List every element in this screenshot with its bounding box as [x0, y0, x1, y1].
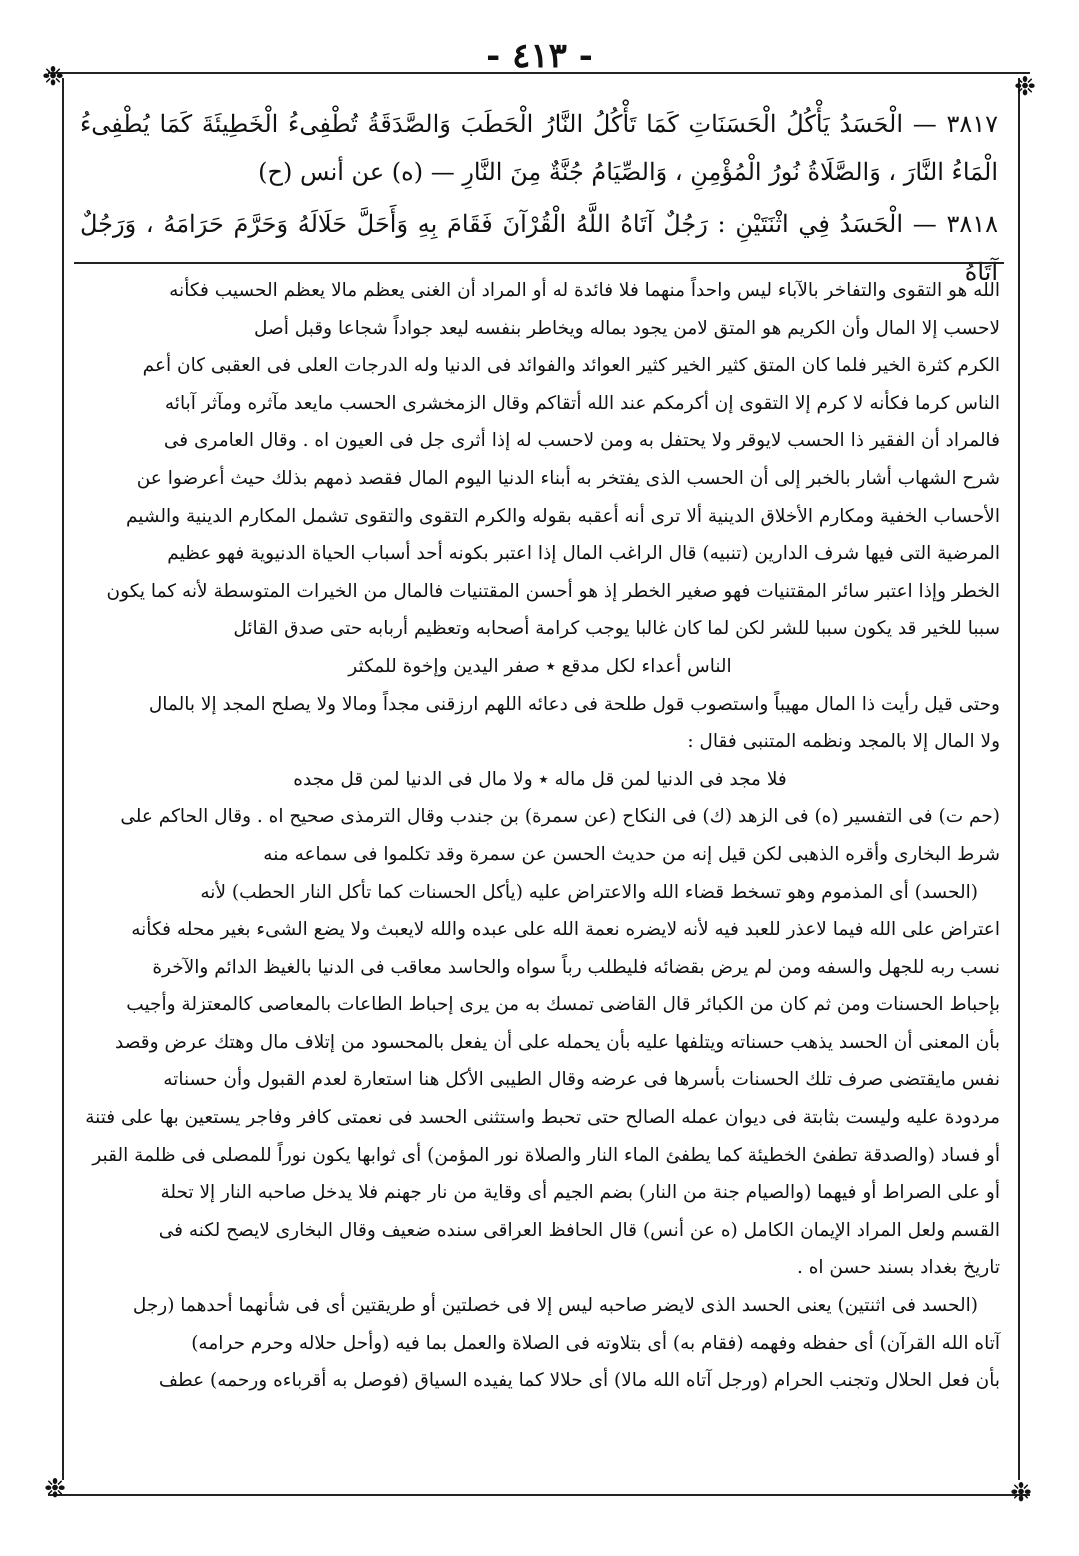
commentary-line: الأحساب الخفية ومكارم الأخلاق الدينية ألا ترى أنه أعقبه بقوله والكرم التقوى والتقوى تشمل المكارم الدينية والشيم	[126, 505, 1000, 527]
floral-corner-icon: ❉	[44, 1474, 66, 1504]
poetry-verse: فلا مجد فى الدنيا لمن قل ماله ٭ ولا مال فى الدنيا لمن قل مجده	[293, 768, 787, 790]
hadith-3818: ٣٨١٨ — الْحَسَدُ فِي اثْنَتَيْنِ : رَجُلٌ آتَاهُ اللَّهُ الْقُرْآنَ فَقَامَ بِهِ وَأَحَلَّ حَلَالَهُ وَحَرَّمَ حَرَامَهُ ، وَرَجُلٌ آتَاهُ	[80, 210, 999, 286]
page-number: - ٤١٣ -	[486, 36, 593, 76]
commentary-line: الخطر وإذا اعتبر سائر المقتنيات فهو صغير الخطر إذ هو أحسن المقتنيات فالمال من الخيرات المتوسطة لأنه كما يكون	[106, 580, 1000, 602]
commentary-line: شرط البخارى وأقره الذهبى لكن قيل إنه من حديث الحسن عن سمرة وقد تكلموا فى سماعه منه	[263, 843, 1000, 865]
commentary-line: نسب ربه للجهل والسفه ومن لم يرض بقضائه فليطلب رباً سواه والحاسد معاقب فى الدنيا بالغيظ الدائم والآخرة	[152, 956, 1000, 978]
commentary-line: آتاه الله القرآن) أى حفظه وفهمه (فقام به) أى بتلاوته فى الصلاة والعمل بما فيه (وأحل حلاله وحرم حرامه)	[191, 1332, 1000, 1354]
commentary-line: لاحسب إلا المال وأن الكريم هو المتق لامن يجود بماله ويخاطر بنفسه ليعد جواداً شجاعا وقبل أصل	[253, 317, 1000, 339]
floral-corner-icon: ❉	[42, 62, 64, 92]
commentary-line: فالمراد أن الفقير ذا الحسب لايوقر ولا يحتفل به ومن لاحسب له إذا أثرى جل فى العيون اه . وقال العامرى فى	[163, 430, 1000, 452]
commentary-line: نفس مايقتضى صرف تلك الحسنات بأسرها فى عرضه وقال الطيبى الأكل هنا استعارة لعدم القبول وأن حسناته	[163, 1069, 1000, 1091]
commentary-line: (حم ت) فى التفسير (ه) فى الزهد (ك) فى النكاح (عن سمرة) بن جندب وقال الترمذى صحيح اه . وقال الحاكم على	[120, 806, 1000, 828]
frame-bottom-rule	[48, 1494, 1030, 1496]
section-divider	[74, 262, 1004, 264]
commentary-line: الناس كرما فكأنه لا كرم إلا التقوى إن أكرمكم عند الله أتقاكم وقال الزمخشرى الحسب مايعد مآثره ومآثر آبائه	[164, 392, 1000, 414]
hadith-3817: ٣٨١٧ — الْحَسَدُ يَأْكُلُ الْحَسَنَاتِ كَمَا تَأْكُلُ النَّارُ الْحَطَبَ وَالصَّدَقَةُ تُطْفِىءُ الْخَطِيئَةَ كَمَا يُطْفِىءُ الْمَاءُ النَّارَ ، وَالصَّلَاةُ نُورُ الْمُؤْمِنِ ، وَالصِّيَامُ جُنَّةٌ مِنَ النَّارِ — (ه) عن أنس (ح)	[80, 110, 998, 186]
commentary-line: وحتى قيل رأيت ذا المال مهيباً واستصوب قول طلحة فى دعائه اللهم ارزقنى مجداً ومالا ولا يصلح المجد إلا بالمال	[148, 693, 1000, 715]
hadith-text	[80, 100, 998, 300]
commentary-line: بأن فعل الحلال وتجنب الحرام (ورجل آتاه الله مالا) أى حلالا كما يفيده السياق (فوصل به أقرباءه ورحمه) عطف	[158, 1370, 1000, 1392]
commentary-line: اعتراض على الله فيما لاعذر للعبد فيه لأنه لايضره نعمة الله على عبده والله لايعبث ولا يضع الشىء بغير محله فكأنه	[131, 919, 1000, 941]
commentary-line: أو على الصراط أو فيهما (والصيام جنة من النار) بضم الجيم أى وقاية من نار جهنم فلا يدخل صاحبه النار إلا تحلة	[160, 1182, 1000, 1204]
commentary-line: المرضية التى فيها شرف الدارين (تنبيه) قال الراغب المال إذا اعتبر بكونه أحد أسباب الحياة الدنيوية فهو عظيم	[167, 543, 1000, 565]
commentary-line: مردودة عليه وليست بثابتة فى ديوان عمله الصالح حتى تحبط واستثنى الحسد فى نعمتى كافر وفاجر يستعين بها على فتنة	[85, 1107, 1000, 1129]
commentary-line: تاريخ بغداد بسند حسن اه .	[796, 1257, 1000, 1279]
floral-corner-icon: ❉	[1014, 72, 1036, 102]
commentary-text	[80, 272, 1000, 1400]
commentary-line: (الحسد) أى المذموم وهو تسخط قضاء الله والاعتراض عليه (يأكل الحسنات كما تأكل النار الحطب) لأنه	[200, 881, 978, 903]
commentary-line: ولا المال إلا بالمجد ونظمه المتنبى فقال :	[687, 731, 1000, 753]
commentary-line: القسم ولعل المراد الإيمان الكامل (ه عن أنس) قال الحافظ العراقى سنده ضعيف وقال البخارى لايصح لكنه فى	[158, 1219, 1000, 1241]
floral-corner-icon: ❉	[1010, 1478, 1032, 1508]
commentary-line: (الحسد فى اثنتين) يعنى الحسد الذى لايضر صاحبه ليس إلا فى خصلتين أو طريقتين أى فى شأنهما أحدهما (رجل	[132, 1295, 978, 1317]
commentary-line: بإحباط الحسنات ومن ثم كان من الكبائر قال القاضى تمسك به من يرى إحباط الطاعات بالمعاصى كالمعتزلة وأجيب	[126, 994, 1000, 1016]
commentary-line: أو فساد (والصدقة تطفئ الخطيئة كما يطفئ الماء النار والصلاة نور المؤمن) أى ثوابها يكون نوراً للمصلى فى ظلمة القبر	[92, 1144, 1000, 1166]
frame-top-rule	[48, 72, 1030, 74]
commentary-line: سببا للخير قد يكون سببا للشر لكن لما كان غالبا يوجب كرامة أصحابه وتعظيم أربابه حتى صدق القائل	[233, 618, 1000, 640]
poetry-verse: الناس أعداء لكل مدقع ٭ صفر اليدين وإخوة للمكثر	[348, 655, 732, 677]
commentary-line: الكرم كثرة الخير فلما كان المتق كثير الخير كثير العوائد والفوائد فى الدنيا وله الدرجات العلى فى العقبى كان أعم	[142, 355, 1000, 377]
commentary-line: الله هو التقوى والتفاخر بالآباء ليس واحداً منهما فلا فائدة له أو المراد أن الغنى يعظم مالا يعظم الحسيب فكأنه	[169, 280, 1000, 301]
commentary-line: بأن المعنى أن الحسد يذهب حسناته ويتلفها عليه بأن يحمله على أن يفعل بالمحسود من إتلاف مال وهتك عرض وقصد	[115, 1031, 1000, 1053]
commentary-line: شرح الشهاب أشار بالخبر إلى أن الحسب الذى يفتخر به أبناء الدنيا اليوم المال فقصد ذمهم بذلك حيث أعرضوا عن	[136, 467, 1000, 489]
